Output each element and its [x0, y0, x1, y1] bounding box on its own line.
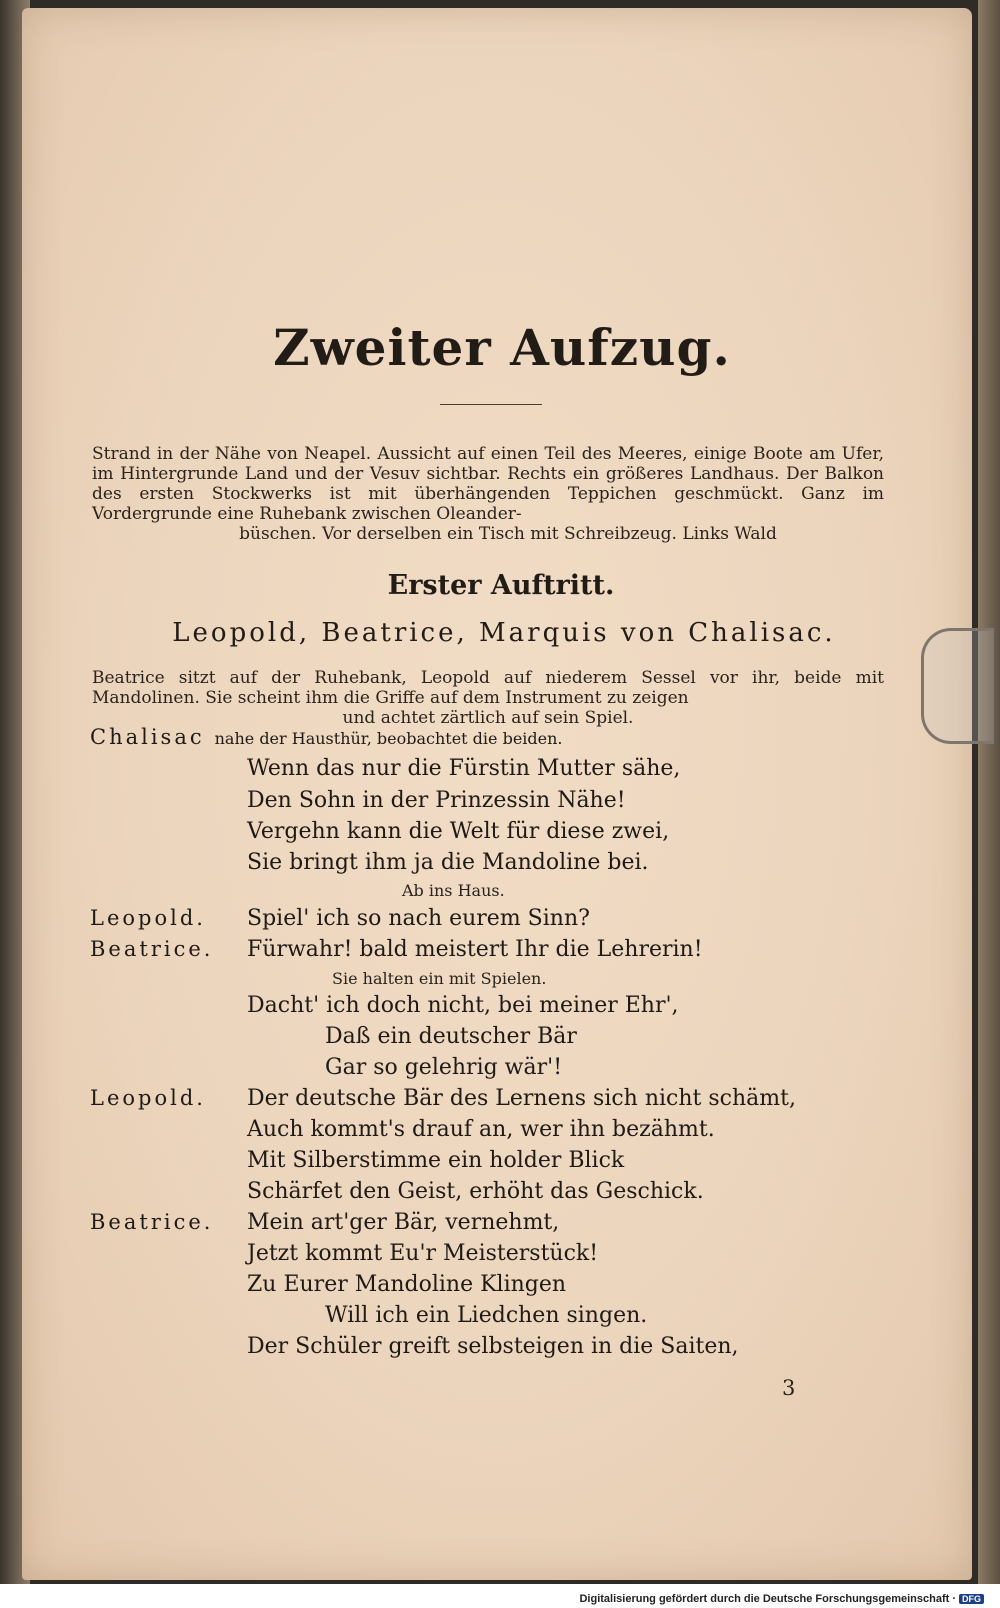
verse-line: Auch kommt's drauf an, wer ihn bezähmt.	[247, 1117, 715, 1142]
speaker-name: Chalisac	[90, 725, 205, 749]
footer-text: Digitalisierung gefördert durch die Deutsche Forschungsgemeinschaft ·	[579, 1593, 956, 1605]
footer-credit	[579, 1593, 984, 1605]
stage-direction-line: Boote am Ufer, im Hintergrunde Land und der Vesuv sichtbar. Rechts ein	[92, 444, 884, 484]
scene-direction	[92, 668, 884, 728]
verse-line: Sie bringt ihm ja die Mandoline bei.	[247, 850, 649, 875]
cast-list: Leopold, Beatrice, Marquis von Chalisac.	[172, 618, 836, 648]
stage-direction-line: Teppichen geschmückt. Ganz im Vordergrunde eine Ruhebank zwischen Oleander-	[92, 484, 884, 524]
stage-direction	[92, 444, 884, 544]
speaker-leopold: Leopold.	[90, 1086, 206, 1110]
verse-line: Daß ein deutscher Bär	[325, 1024, 577, 1049]
stage-direction-line: Strand in der Nähe von Neapel. Aussicht auf einen Teil des Meeres, einige	[92, 444, 747, 464]
verse-line: Zu Eurer Mandoline Klingen	[247, 1272, 567, 1297]
title-divider	[440, 404, 542, 405]
speaker-beatrice: Beatrice.	[90, 1210, 214, 1234]
verse-line: Schärfet den Geist, erhöht das Geschick.	[247, 1179, 704, 1204]
footer-bar	[0, 1584, 1000, 1608]
verse-line: Fürwahr! bald meistert Ihr die Lehrerin!	[247, 937, 703, 962]
book-edge-right	[978, 0, 1000, 1608]
verse-line: Dacht' ich doch nicht, bei meiner Ehr',	[247, 993, 679, 1018]
stage-note: Sie halten ein mit Spielen.	[332, 969, 547, 988]
book-page	[22, 8, 972, 1580]
scene-direction-line: Beatrice sitzt auf der Ruhebank, Leopold auf niederem Sessel vor ihr, beide	[92, 668, 842, 688]
dfg-logo-badge: DFG	[959, 1594, 984, 1604]
speaker-chalisac	[90, 725, 563, 749]
verse-line: Vergehn kann die Welt für diese zwei,	[247, 819, 670, 844]
scene-direction-line: mit Mandolinen. Sie scheint ihm die Griffe auf dem Instrument zu zeigen	[92, 668, 884, 708]
verse-line: Wenn das nur die Fürstin Mutter sähe,	[247, 756, 681, 781]
verse-line: Gar so gelehrig wär'!	[325, 1055, 563, 1080]
scene-title: Erster Auftritt.	[387, 570, 615, 601]
verse-line: Der Schüler greift selbsteigen in die Saiten,	[247, 1334, 739, 1359]
act-title: Zweiter Aufzug.	[273, 318, 731, 377]
verse-line: Den Sohn in der Prinzessin Nähe!	[247, 788, 626, 813]
stage-direction-line: büschen. Vor derselben ein Tisch mit Schreibzeug. Links Wald	[239, 524, 777, 544]
stage-direction-line: größeres Landhaus. Der Balkon des ersten Stockwerks ist mit überhängenden	[92, 464, 885, 504]
scene-direction-line: und achtet zärtlich auf sein Spiel.	[342, 708, 634, 728]
verse-line: Will ich ein Liedchen singen.	[325, 1303, 648, 1328]
page-clip-tab	[921, 628, 994, 744]
verse-line: Mein art'ger Bär, vernehmt,	[247, 1210, 560, 1235]
verse-line: Mit Silberstimme ein holder Blick	[247, 1148, 625, 1173]
speaker-beatrice: Beatrice.	[90, 937, 214, 961]
verse-line: Spiel' ich so nach eurem Sinn?	[247, 906, 590, 931]
speaker-leopold: Leopold.	[90, 906, 206, 930]
speaker-direction: nahe der Hausthür, beobachtet die beiden.	[214, 729, 563, 748]
page-number: 3	[782, 1376, 796, 1400]
verse-line: Jetzt kommt Eu'r Meisterstück!	[247, 1241, 599, 1266]
stage-note: Ab ins Haus.	[402, 881, 505, 900]
verse-line: Der deutsche Bär des Lernens sich nicht schämt,	[247, 1086, 796, 1111]
